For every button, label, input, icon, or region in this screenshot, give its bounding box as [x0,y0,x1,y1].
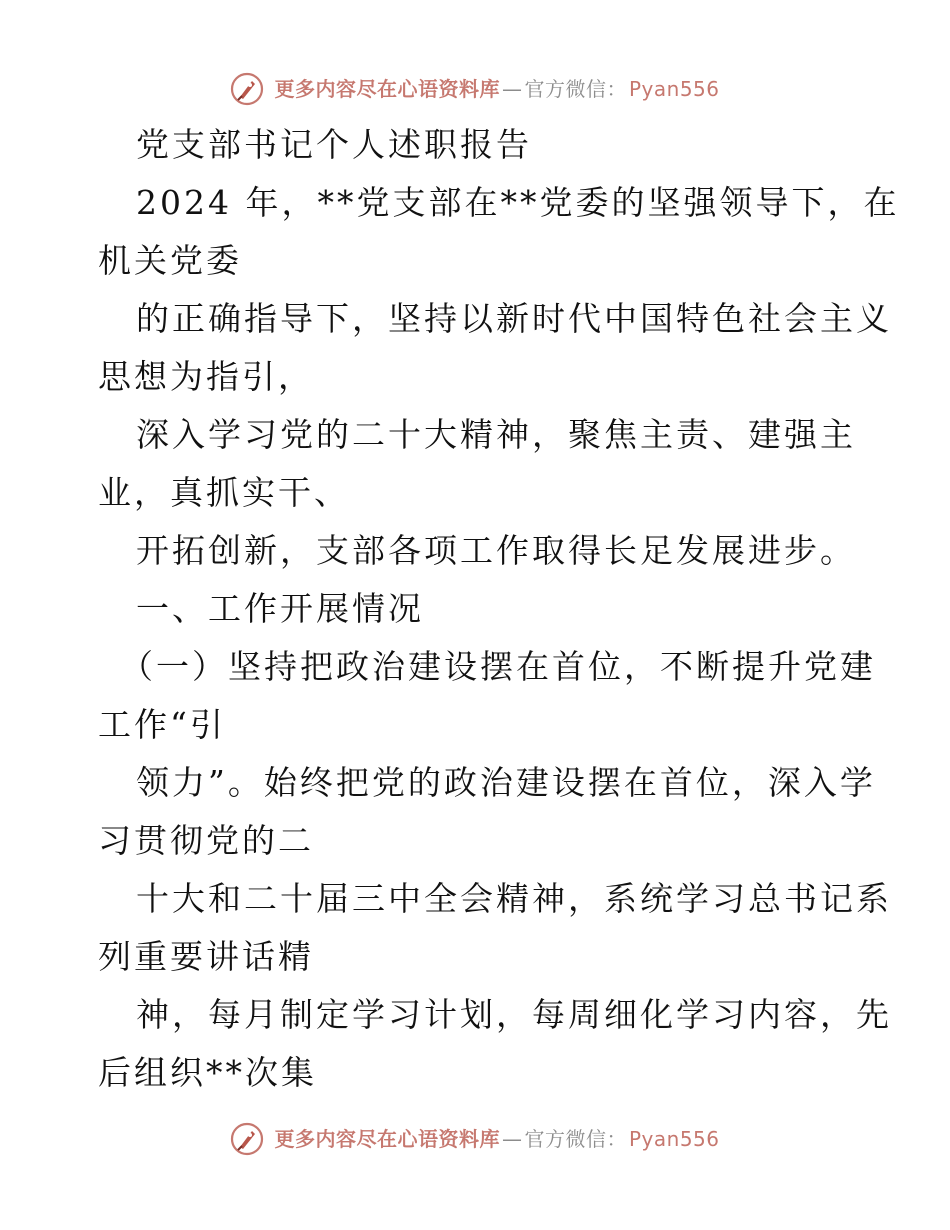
watermark-text [274,1129,719,1149]
quill-pen-logo-icon [230,1122,264,1156]
section-heading: 一、工作开展情况 [136,589,424,628]
paragraph-line: 十大和二十届三中全会精神，系统学习总书记系 [136,879,892,918]
watermark-wechat-label: 官方微信： [524,77,627,101]
paragraph-line: 思想为指引， [98,357,314,396]
watermark-wechat-id: Pyan556 [628,1127,720,1151]
paragraph-line: 机关党委 [98,241,242,280]
watermark-separator: — [501,77,523,101]
watermark-wechat-id: Pyan556 [628,77,720,101]
paragraph-line: 深入学习党的二十大精神，聚焦主责、建强主 [136,415,856,454]
paragraph-line: 后组织**次集 [98,1053,317,1092]
watermark-wechat-label: 官方微信： [524,1127,627,1151]
paragraph-line: 领力”。始终把党的政治建设摆在首位，深入学 [136,763,876,802]
footer-watermark [0,1122,950,1156]
watermark-separator: — [501,1127,523,1151]
paragraph-line: 列重要讲话精 [98,937,314,976]
watermark-main-text: 更多内容尽在心语资料库 [274,77,500,101]
quill-pen-logo-icon [230,72,264,106]
paragraph-line: 开拓创新，支部各项工作取得长足发展进步。 [136,531,856,570]
paragraph-line: 习贯彻党的二 [98,821,314,860]
watermark-main-text: 更多内容尽在心语资料库 [274,1127,500,1151]
header-watermark [0,72,950,106]
subsection-heading: （一）坚持把政治建设摆在首位，不断提升党建 [120,647,876,686]
document-title: 党支部书记个人述职报告 [136,125,532,164]
paragraph-line: 业，真抓实干、 [98,473,350,512]
paragraph-line: 2024 年，**党支部在**党委的坚强领导下，在 [136,183,900,222]
paragraph-line: 工作“引 [98,705,226,744]
paragraph-line: 的正确指导下，坚持以新时代中国特色社会主义 [136,299,892,338]
paragraph-line: 神，每月制定学习计划，每周细化学习内容，先 [136,995,892,1034]
watermark-text [274,79,719,99]
